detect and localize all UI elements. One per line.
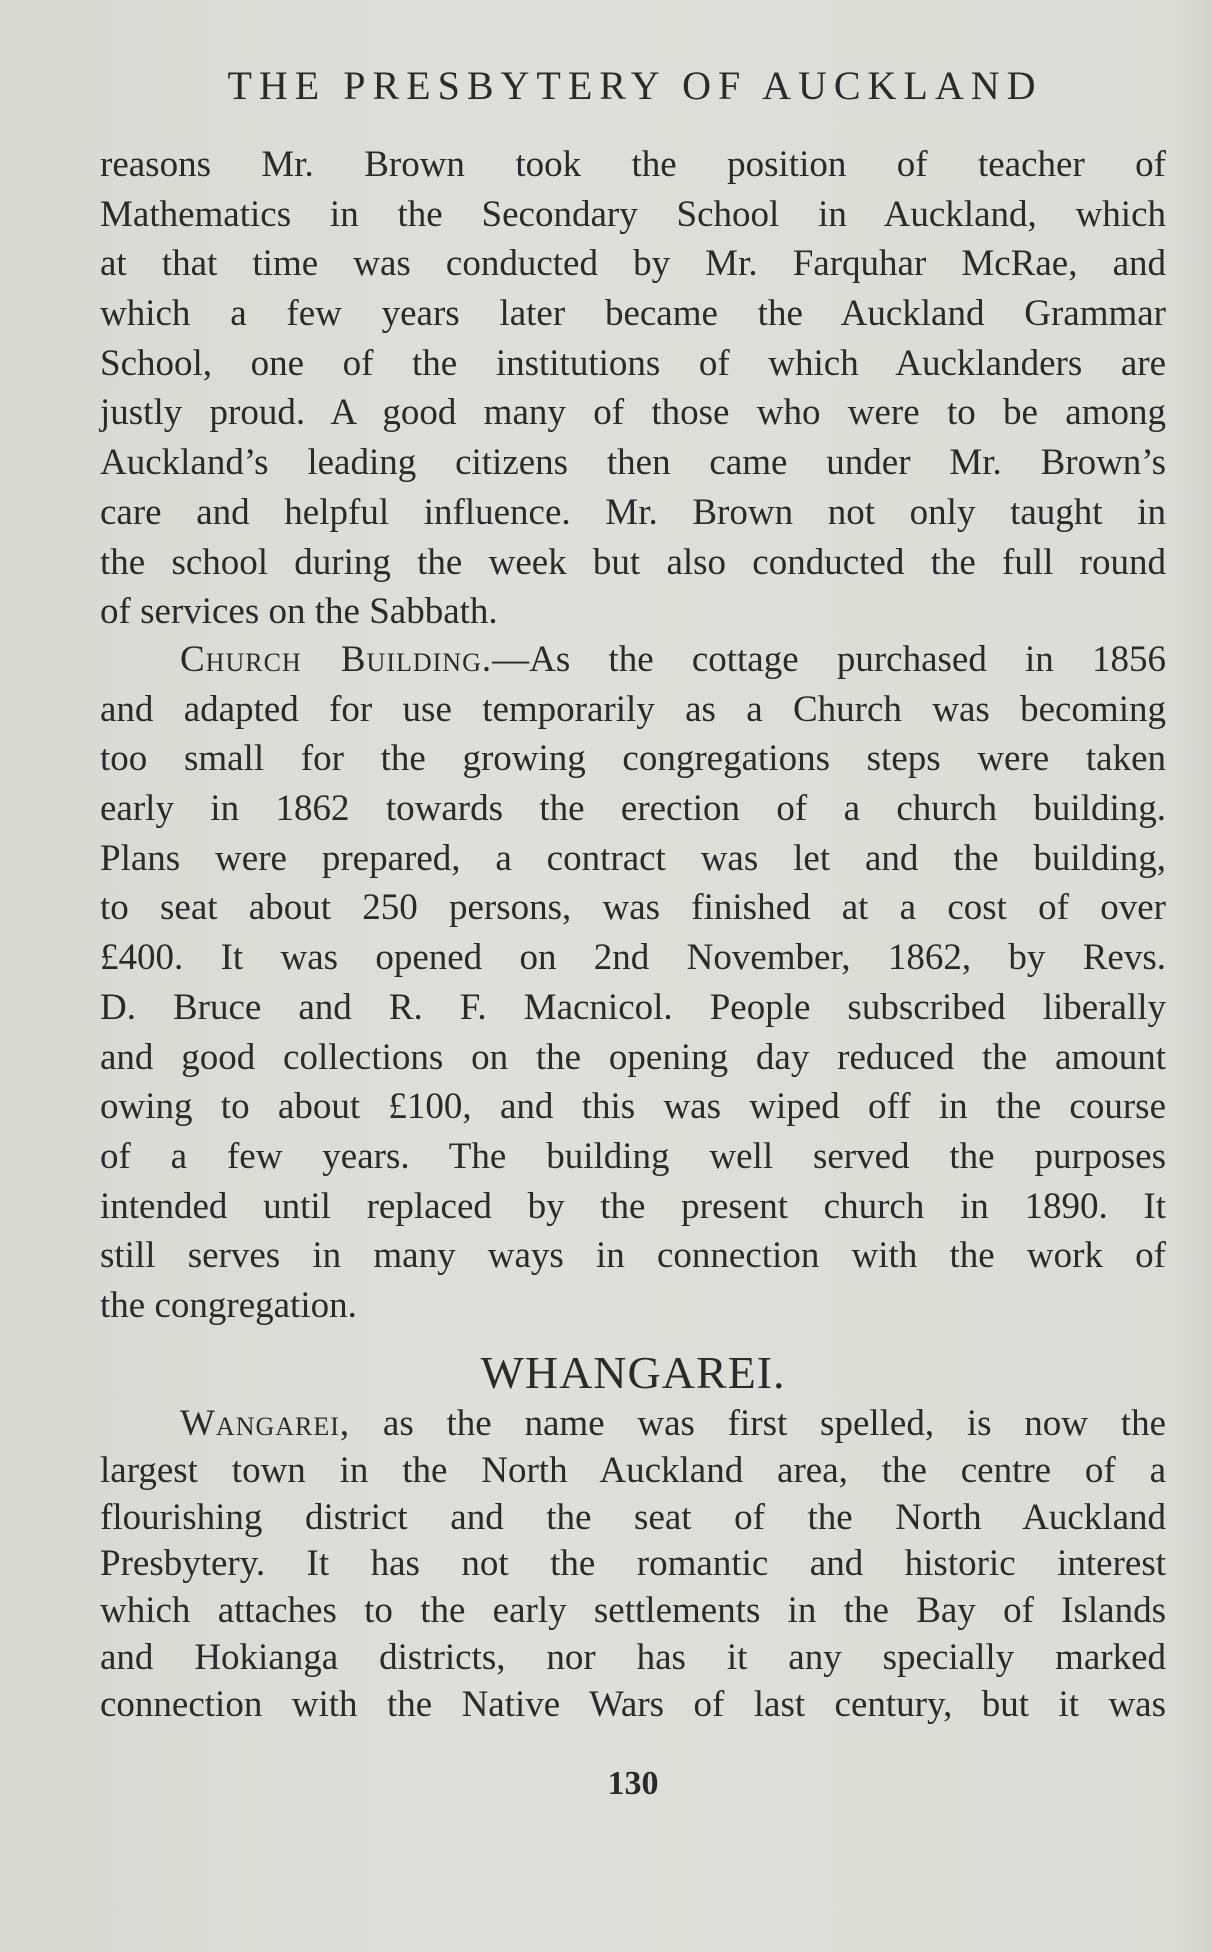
text-line: which a few years later became the Auckland Grammar [100, 293, 1166, 335]
text-line: largest town in the North Auckland area, the centre of a [100, 1449, 1166, 1491]
text-line: Plans were prepared, a contract was let and the building, [100, 837, 1166, 879]
paragraph-church-building [100, 635, 1166, 1331]
text-line: Auckland’s leading citizens then came under Mr. Brown’s [100, 442, 1166, 484]
text-line: care and helpful influence. Mr. Brown not only taught in [100, 491, 1166, 533]
text-line: owing to about £100, and this was wiped off in the course [100, 1086, 1166, 1128]
text-line: School, one of the institutions of which Aucklanders are [100, 342, 1166, 384]
text-line [100, 1401, 1166, 1448]
text-line: which attaches to the early settlements in the Bay of Islands [100, 1590, 1166, 1632]
paragraph-lead-smallcaps: Church Building. [180, 639, 493, 680]
text-line: Mathematics in the Secondary School in Auckland, which [100, 193, 1166, 235]
paragraph-lead-smallcaps: Wangarei, [180, 1403, 351, 1444]
text-line: still serves in many ways in connection with the work of [100, 1235, 1166, 1277]
text-line: early in 1862 towards the erection of a church building. [100, 788, 1166, 830]
section-heading: WHANGAREI. [480, 1347, 786, 1398]
page-edge-shadow [1172, 0, 1212, 1952]
text-line: D. Bruce and R. F. Macnicol. People subscribed liberally [100, 986, 1166, 1028]
paragraph-whangarei [100, 1401, 1166, 1729]
text-line: at that time was conducted by Mr. Farquhar McRae, and [100, 243, 1166, 285]
text-line: £400. It was opened on 2nd November, 1862, by Revs. [100, 937, 1166, 979]
text-line: and good collections on the opening day reduced the amount [100, 1036, 1166, 1078]
paragraph-first-line-rest: as the name was first spelled, is now the [350, 1403, 1166, 1444]
text-line: the school during the week but also conducted the full round [100, 541, 1166, 583]
text-line: Presbytery. It has not the romantic and historic interest [100, 1543, 1166, 1585]
paragraph-1 [100, 140, 1166, 637]
paragraph-first-line-rest: —As the cottage purchased in 1856 [492, 639, 1166, 680]
text-line: of services on the Sabbath. [100, 591, 498, 633]
text-line [100, 635, 1166, 685]
text-line: too small for the growing congregations steps were taken [100, 738, 1166, 780]
page-number: 130 [607, 1765, 659, 1802]
text-line: and adapted for use temporarily as a Church was becoming [100, 688, 1166, 730]
running-head: THE PRESBYTERY OF AUCKLAND [227, 63, 1043, 108]
text-line: flourishing district and the seat of the North Auckland [100, 1496, 1166, 1538]
text-line: the congregation. [100, 1284, 357, 1326]
text-line: reasons Mr. Brown took the position of teacher of [100, 144, 1166, 185]
text-line: of a few years. The building well served the purposes [100, 1135, 1166, 1177]
text-line: to seat about 250 persons, was finished at a cost of over [100, 887, 1166, 929]
text-line: intended until replaced by the present church in 1890. It [100, 1185, 1166, 1227]
text-line: connection with the Native Wars of last century, but it was [100, 1683, 1166, 1725]
text-line: and Hokianga districts, nor has it any specially marked [100, 1636, 1166, 1678]
text-line: justly proud. A good many of those who were to be among [100, 392, 1166, 434]
